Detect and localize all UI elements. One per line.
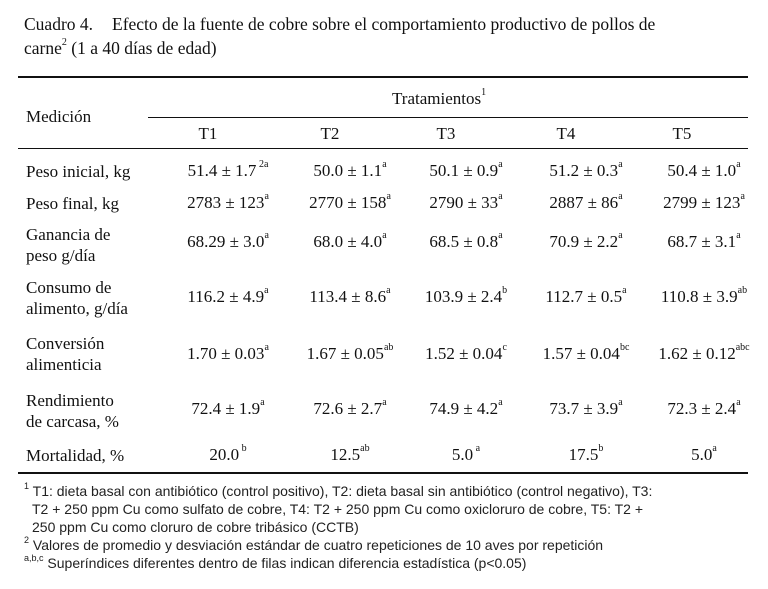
cell: 1.57 ± 0.04$^{bc}$ bbox=[542, 342, 630, 363]
header-t1: T1 bbox=[198, 124, 218, 143]
cell: 1.52 ± 0.04$^c$ bbox=[425, 342, 507, 363]
row-label: Mortalidad, % bbox=[26, 446, 125, 465]
cell: 74.9 ± 4.2$^a$ bbox=[429, 397, 503, 418]
row-label: Rendimiento de carcasa, % bbox=[26, 391, 119, 431]
caption-title-line1: Efecto de la fuente de cobre sobre el comportamiento productivo de pollos de bbox=[112, 14, 656, 34]
cell: 70.9 ± 2.2$^a$ bbox=[549, 230, 623, 251]
cell: 20.0 $^b$ bbox=[209, 443, 247, 464]
table-top-rule bbox=[18, 76, 748, 78]
row-label: Conversión alimenticia bbox=[26, 334, 105, 374]
cell: 103.9 ± 2.4$^b$ bbox=[424, 285, 508, 306]
header-bottom-rule bbox=[18, 148, 748, 149]
caption-label: Cuadro 4. bbox=[24, 14, 94, 34]
cell: 1.67 ± 0.05$^{ab}$ bbox=[306, 342, 394, 363]
cell: 17.5$^b$ bbox=[568, 443, 604, 464]
cell: 116.2 ± 4.9$^a$ bbox=[187, 285, 269, 306]
header-tratamientos-sup: 1 bbox=[481, 87, 487, 99]
cell: $2887 \pm 86^a$ bbox=[549, 191, 623, 212]
cell: $2783 \pm 123^a$ bbox=[187, 191, 269, 212]
table-footnotes bbox=[24, 482, 754, 572]
cell: 68.0 ± 4.0$^a$ bbox=[313, 230, 387, 251]
cell: 5.0 $^a$ bbox=[451, 443, 481, 464]
cell: 72.3 ± 2.4$^a$ bbox=[667, 397, 741, 418]
cell: 5.0$^a$ bbox=[691, 443, 717, 464]
header-t5: T5 bbox=[672, 124, 692, 143]
footnote-1-line3: 250 ppm Cu como cloruro de cobre tribásico (CCTB) bbox=[32, 519, 359, 535]
header-t3: T3 bbox=[436, 124, 456, 143]
header-t2: T2 bbox=[320, 124, 340, 143]
caption-title-age: (1 a 40 días de edad) bbox=[66, 38, 217, 58]
row-label: Peso inicial, kg bbox=[26, 162, 131, 181]
cell: 73.7 ± 3.9$^a$ bbox=[549, 397, 623, 418]
cell: 68.5 ± 0.8$^a$ bbox=[429, 230, 503, 251]
row-label: Ganancia de peso g/día bbox=[26, 225, 111, 265]
cell: 68.7 ± 3.1$^a$ bbox=[667, 230, 741, 251]
header-t4: T4 bbox=[556, 124, 576, 143]
cell: 68.29 ± 3.0$^a$ bbox=[187, 230, 269, 251]
treatments-subrule bbox=[148, 117, 748, 118]
cell: $2799 \pm 123^a$ bbox=[663, 191, 745, 212]
cell: 50.1 ± 0.9$^a$ bbox=[429, 159, 503, 180]
cell: $2770 \pm 158^a$ bbox=[309, 191, 391, 212]
cell: 72.4 ± 1.9$^a$ bbox=[191, 397, 265, 418]
row-label: Peso final, kg bbox=[26, 194, 120, 213]
table-caption bbox=[24, 12, 748, 60]
cell: 51.2 ± 0.3$^a$ bbox=[549, 159, 623, 180]
caption-title-carne: carne bbox=[24, 38, 62, 58]
cell: 112.7 ± 0.5$^a$ bbox=[545, 285, 627, 306]
row-label: Consumo de alimento, g/día bbox=[26, 278, 128, 318]
cell: 113.4 ± 8.6$^a$ bbox=[309, 285, 391, 306]
header-tratamientos: Tratamientos$^1$ bbox=[392, 87, 487, 108]
footnote-1-line2: T2 + 250 ppm Cu como sulfato de cobre, T4: T2 + 250 ppm Cu como oxicloruro de cobre, T5: T2 + bbox=[32, 501, 644, 517]
header-medicion: Medición bbox=[26, 107, 92, 126]
cell: 72.6 ± 2.7$^a$ bbox=[313, 397, 387, 418]
cell: $2790 \pm 33^a$ bbox=[429, 191, 503, 212]
table-bottom-rule bbox=[18, 472, 748, 474]
cell: 51.4 ± 1.7 $^{2a}$ bbox=[187, 159, 269, 180]
cell: 110.8 ± 3.9$^{ab}$ bbox=[660, 285, 748, 306]
caption-footnote-ref: 2 bbox=[61, 37, 67, 49]
cell: 50.0 ± 1.1$^a$ bbox=[313, 159, 387, 180]
footnote-2: $^2$ Valores de promedio y desviación estándar de cuatro repeticiones de 10 aves por repetición bbox=[24, 535, 604, 553]
cell: 50.4 ± 1.0$^a$ bbox=[667, 159, 741, 180]
footnote-1: $^1$ T1: dieta basal con antibiótico (control positivo), T2: dieta basal sin antibiótico (control negativo), T3: bbox=[24, 481, 653, 499]
footnote-3: $^{a,b,c}$ Superíndices diferentes dentro de filas indican diferencia estadística (p<0.05) bbox=[24, 553, 527, 571]
cell: 1.70 ± 0.03$^a$ bbox=[187, 342, 269, 363]
cell: 1.62 ± 0.12$^{abc}$ bbox=[658, 342, 750, 363]
cell: 12.5$^{ab}$ bbox=[330, 443, 370, 464]
